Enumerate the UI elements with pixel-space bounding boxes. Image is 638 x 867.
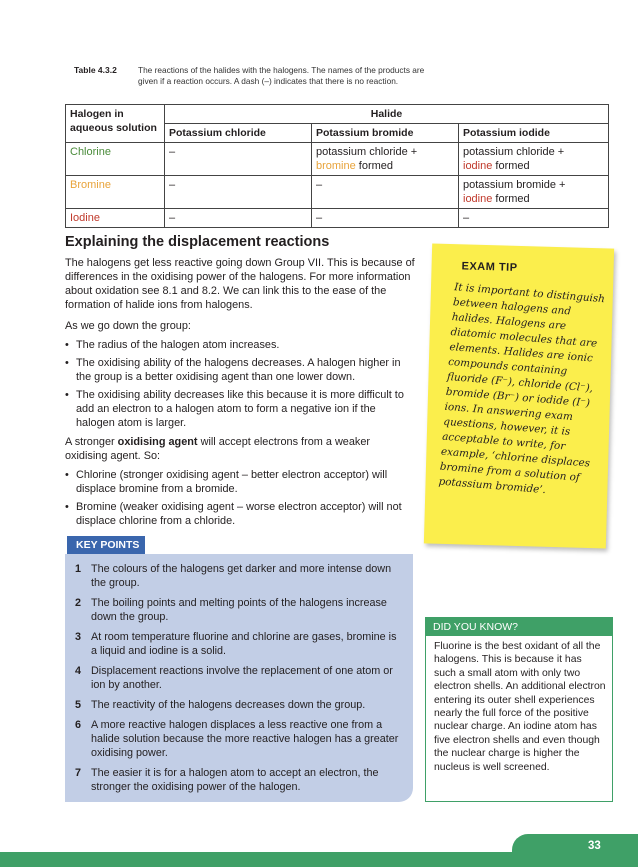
header-potassium-chloride: Potassium chloride: [165, 124, 312, 143]
cell-text: potassium chloride +: [316, 146, 418, 158]
list-item: [75, 562, 405, 590]
cell: –: [165, 143, 312, 176]
paragraph-oxidising-agent: [65, 435, 415, 463]
cell: –: [312, 209, 459, 228]
page-number: 33: [588, 840, 601, 852]
header-potassium-iodide: Potassium iodide: [459, 124, 609, 143]
did-you-know-box: [425, 617, 613, 802]
list-item-text: A more reactive halogen displaces a less reactive one from a halide solution because the more reactive halogen has a greater oxidising power.: [91, 719, 399, 759]
text: A stronger: [65, 436, 118, 448]
key-points-list: [75, 562, 405, 800]
halide-reactions-table: [65, 104, 609, 228]
item-number: 6: [75, 719, 82, 731]
table-row: [66, 209, 609, 228]
list-item: [75, 630, 405, 658]
list-item: [65, 388, 415, 430]
item-number: 1: [75, 563, 82, 575]
list-item-text: The oxidising ability of the halogens decreases. A halogen higher in the group is a better oxidising agent than one lower down.: [76, 357, 401, 383]
cell-text: potassium bromide +: [463, 179, 566, 191]
did-you-know-text: Fluorine is the best oxidant of all the halogens. This is because it has such a small atom with only two electron shells. An additional electron entering its outer shell experiences nearly the full force of the positive nuclear charge. An iodine atom has five electron shells and even though the nuclear charge is higher the nucleus is well screened.: [434, 641, 606, 773]
cell: –: [459, 209, 609, 228]
bullet-icon: •: [65, 389, 69, 401]
row-halogen-bromine: Bromine: [66, 176, 165, 209]
row-halogen-iodine: Iodine: [66, 209, 165, 228]
cell-text: formed: [492, 193, 530, 205]
exam-tip-text: It is important to distinguish between halogens and halides. Halogens are diatomic molecules that are elements. Halides are ionic compounds containing fluoride (F⁻), chloride (Cl⁻), bromide (Br⁻) or iodide (I⁻) ions. In answering exam questions, however, it is acceptable to write, for example, ‘chlorine displaces bromine from a solution of potassium bromide’.: [438, 281, 606, 497]
cell: [312, 143, 459, 176]
bullet-list-examples: [65, 468, 415, 532]
cell: [459, 176, 609, 209]
item-number: 7: [75, 767, 82, 779]
item-number: 4: [75, 665, 82, 677]
page-number-tab: [512, 834, 638, 867]
header-halide: Halide: [165, 105, 609, 124]
cell: –: [165, 176, 312, 209]
product-iodine: iodine: [463, 160, 493, 172]
list-item-text: Bromine (weaker oxidising agent – worse electron acceptor) will not displace chlorine from a chloride.: [76, 501, 402, 527]
key-points-box: [65, 554, 413, 802]
key-term: oxidising agent: [117, 436, 198, 448]
cell-text: formed: [355, 160, 394, 172]
list-item: [75, 718, 405, 760]
item-number: 2: [75, 597, 82, 609]
list-item-text: The reactivity of the halogens decreases down the group.: [91, 699, 366, 711]
product-iodine: iodine: [463, 193, 493, 205]
list-item-text: The colours of the halogens get darker and more intense down the group.: [91, 563, 392, 589]
exam-tip-title: EXAM TIP: [461, 260, 518, 274]
list-item: [75, 596, 405, 624]
bullet-icon: •: [65, 339, 69, 351]
cell: –: [165, 209, 312, 228]
list-item: [75, 664, 405, 692]
list-item: [65, 468, 415, 496]
cell-text: potassium chloride +: [463, 146, 565, 158]
cell: [459, 143, 609, 176]
header-halogen: Halogen in aqueous solution: [66, 105, 165, 143]
list-item-text: The oxidising ability decreases like this because it is more difficult to add an electron to a halogen atom to form a negative ion if the halogen atom is larger.: [76, 389, 404, 429]
table-caption-text: The reactions of the halides with the halogens. The names of the products are given if a reaction occurs. A dash (–) indicates that there is no reaction.: [138, 65, 425, 86]
table-row: [66, 143, 609, 176]
bullet-icon: •: [65, 501, 69, 513]
cell-text: formed: [492, 160, 530, 172]
table-row: [66, 176, 609, 209]
bullet-icon: •: [65, 469, 69, 481]
section-heading: Explaining the displacement reactions: [65, 234, 330, 250]
header-potassium-bromide: Potassium bromide: [312, 124, 459, 143]
bullet-list-trends: [65, 338, 415, 434]
list-item: [75, 766, 405, 794]
list-item: [65, 338, 415, 352]
list-item-text: The easier it is for a halogen atom to accept an electron, the stronger the oxidising power of the halogen.: [91, 767, 379, 793]
product-bromine: bromine: [316, 160, 356, 172]
item-number: 5: [75, 699, 82, 711]
list-item: [75, 698, 405, 712]
list-item: [65, 500, 415, 528]
text: will accept electrons from a weaker oxidising agent. So:: [65, 436, 371, 462]
table-header-row: [66, 105, 609, 124]
list-item-text: The radius of the halogen atom increases.: [76, 339, 280, 351]
list-item-text: At room temperature fluorine and chlorine are gases, bromine is a liquid and iodine is a solid.: [91, 631, 397, 657]
key-points-title: KEY POINTS: [67, 536, 145, 554]
table-caption-label: Table 4.3.2: [74, 65, 117, 75]
list-item-text: The boiling points and melting points of the halogens increase down the group.: [91, 597, 387, 623]
paragraph-down-group: As we go down the group:: [65, 320, 191, 332]
did-you-know-title: DID YOU KNOW?: [426, 618, 612, 636]
exam-tip-note: [424, 244, 614, 549]
list-item: [65, 356, 415, 384]
bullet-icon: •: [65, 357, 69, 369]
list-item-text: Chlorine (stronger oxidising agent – better electron acceptor) will displace bromine from a bromide.: [76, 469, 388, 495]
row-halogen-chlorine: Chlorine: [66, 143, 165, 176]
paragraph-intro: The halogens get less reactive going down Group VII. This is because of differences in the oxidising power of the halogens. For more information about oxidation see 8.1 and 8.2. We can link this to the ease of the formation of halide ions from halogens.: [65, 257, 415, 311]
cell: –: [312, 176, 459, 209]
item-number: 3: [75, 631, 82, 643]
list-item-text: Displacement reactions involve the replacement of one atom or ion by another.: [91, 665, 393, 691]
